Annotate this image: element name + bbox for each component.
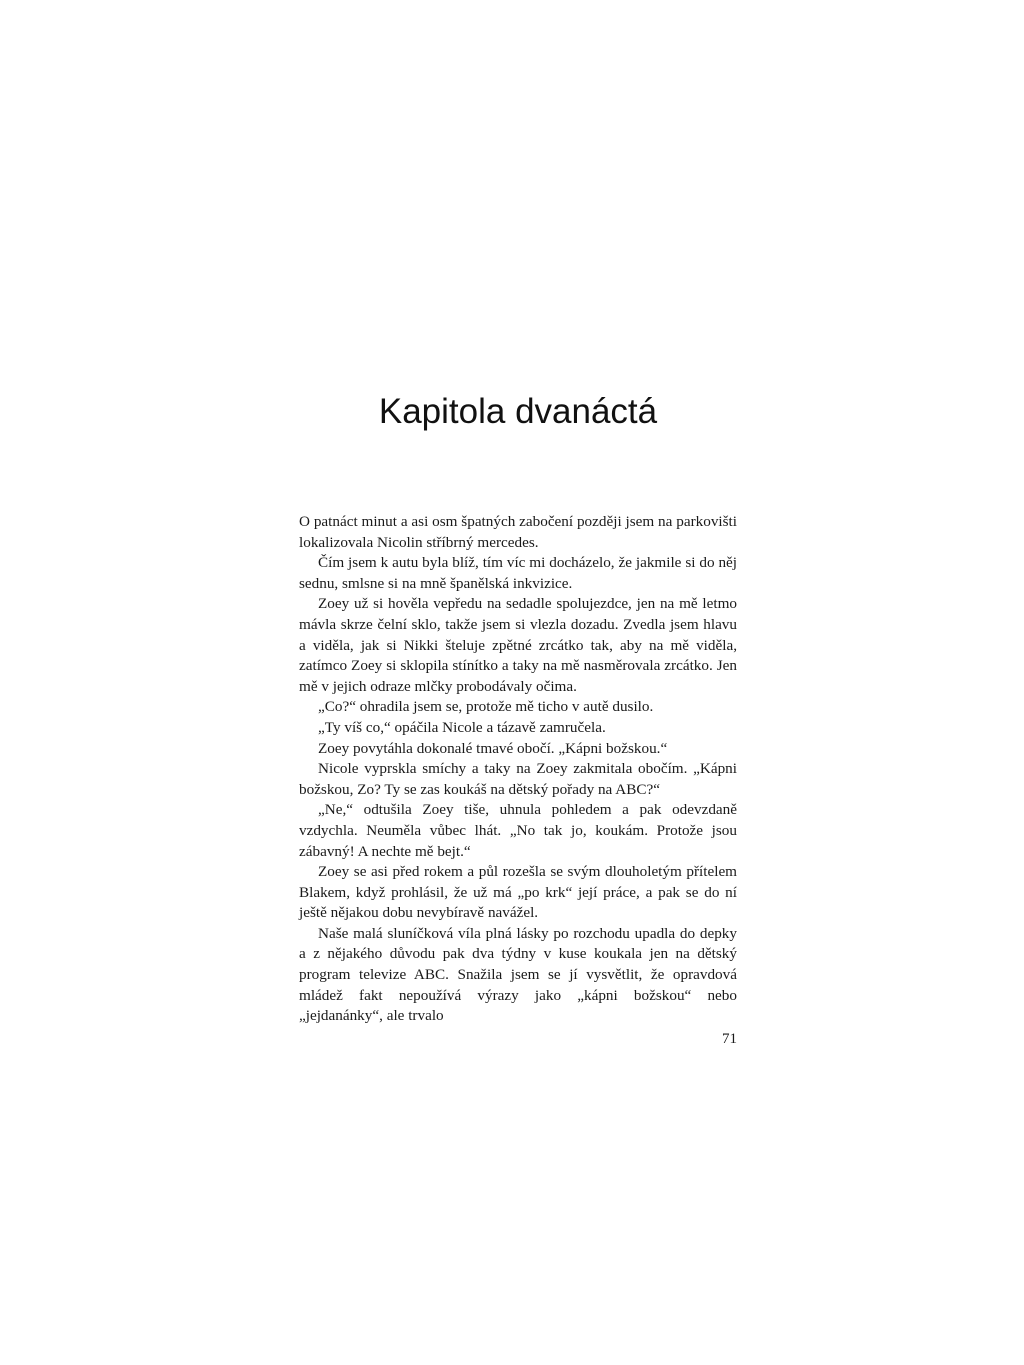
paragraph: „Ty víš co,“ opáčila Nicole a tázavě zamručela.	[318, 718, 606, 736]
chapter-body	[299, 512, 737, 1027]
paragraph: O patnáct minut a asi osm špatných zabočení později jsem na parkovišti lokalizovala Nicolin stříbrný mercedes.	[299, 513, 737, 551]
paragraph: Zoey už si hověla vepředu na sedadle spolujezdce, jen na mě letmo mávla skrze čelní sklo, takže jsem si vlezla dozadu. Zvedla jsem hlavu a viděla, jak si Nikki šteluje zpětné zrcátko tak, aby na mě viděla, zatímco Zoey si sklopila stínítko a taky na mě nasměrovala zrcátko. Jen mě v jejich odraze mlčky probodávaly očima.	[299, 595, 737, 695]
paragraph: Zoey se asi před rokem a půl rozešla se svým dlouholetým přítelem Blakem, když prohlásil, že už má „po krk“ její práce, a pak se do ní ještě nějakou dobu nevybíravě navážel.	[299, 863, 737, 922]
chapter-title: Kapitola dvanáctá	[378, 392, 658, 431]
page-number: 71	[722, 1031, 737, 1047]
paragraph: „Ne,“ odtušila Zoey tiše, uhnula pohledem a pak odevzdaně vzdychla. Neuměla vůbec lhát. „No tak jo, koukám. Protože jsou zábavný! A nechte mě bejt.“	[299, 801, 737, 860]
paragraph: „Co?“ ohradila jsem se, protože mě ticho v autě dusilo.	[318, 698, 654, 716]
paragraph: Naše malá sluníčková víla plná lásky po rozchodu upadla do depky a z nějakého důvodu pak dva týdny v kuse koukala jen na dětský program televize ABC. Snažila jsem se jí vysvětlit, že opravdová mládež fakt nepoužívá výrazy jako „kápni božskou“ nebo „jejdanánky“, ale trvalo	[299, 924, 737, 1025]
paragraph: Nicole vyprskla smíchy a taky na Zoey zakmitala obočím. „Kápni božskou, Zo? Ty se zas koukáš na dětský pořady na ABC?“	[299, 760, 737, 798]
paragraph: Čím jsem k autu byla blíž, tím víc mi docházelo, že jakmile si do něj sednu, smlsne si na mně španělská inkvizice.	[299, 554, 737, 592]
paragraph: Zoey povytáhla dokonalé tmavé obočí. „Kápni božskou.“	[318, 739, 668, 757]
